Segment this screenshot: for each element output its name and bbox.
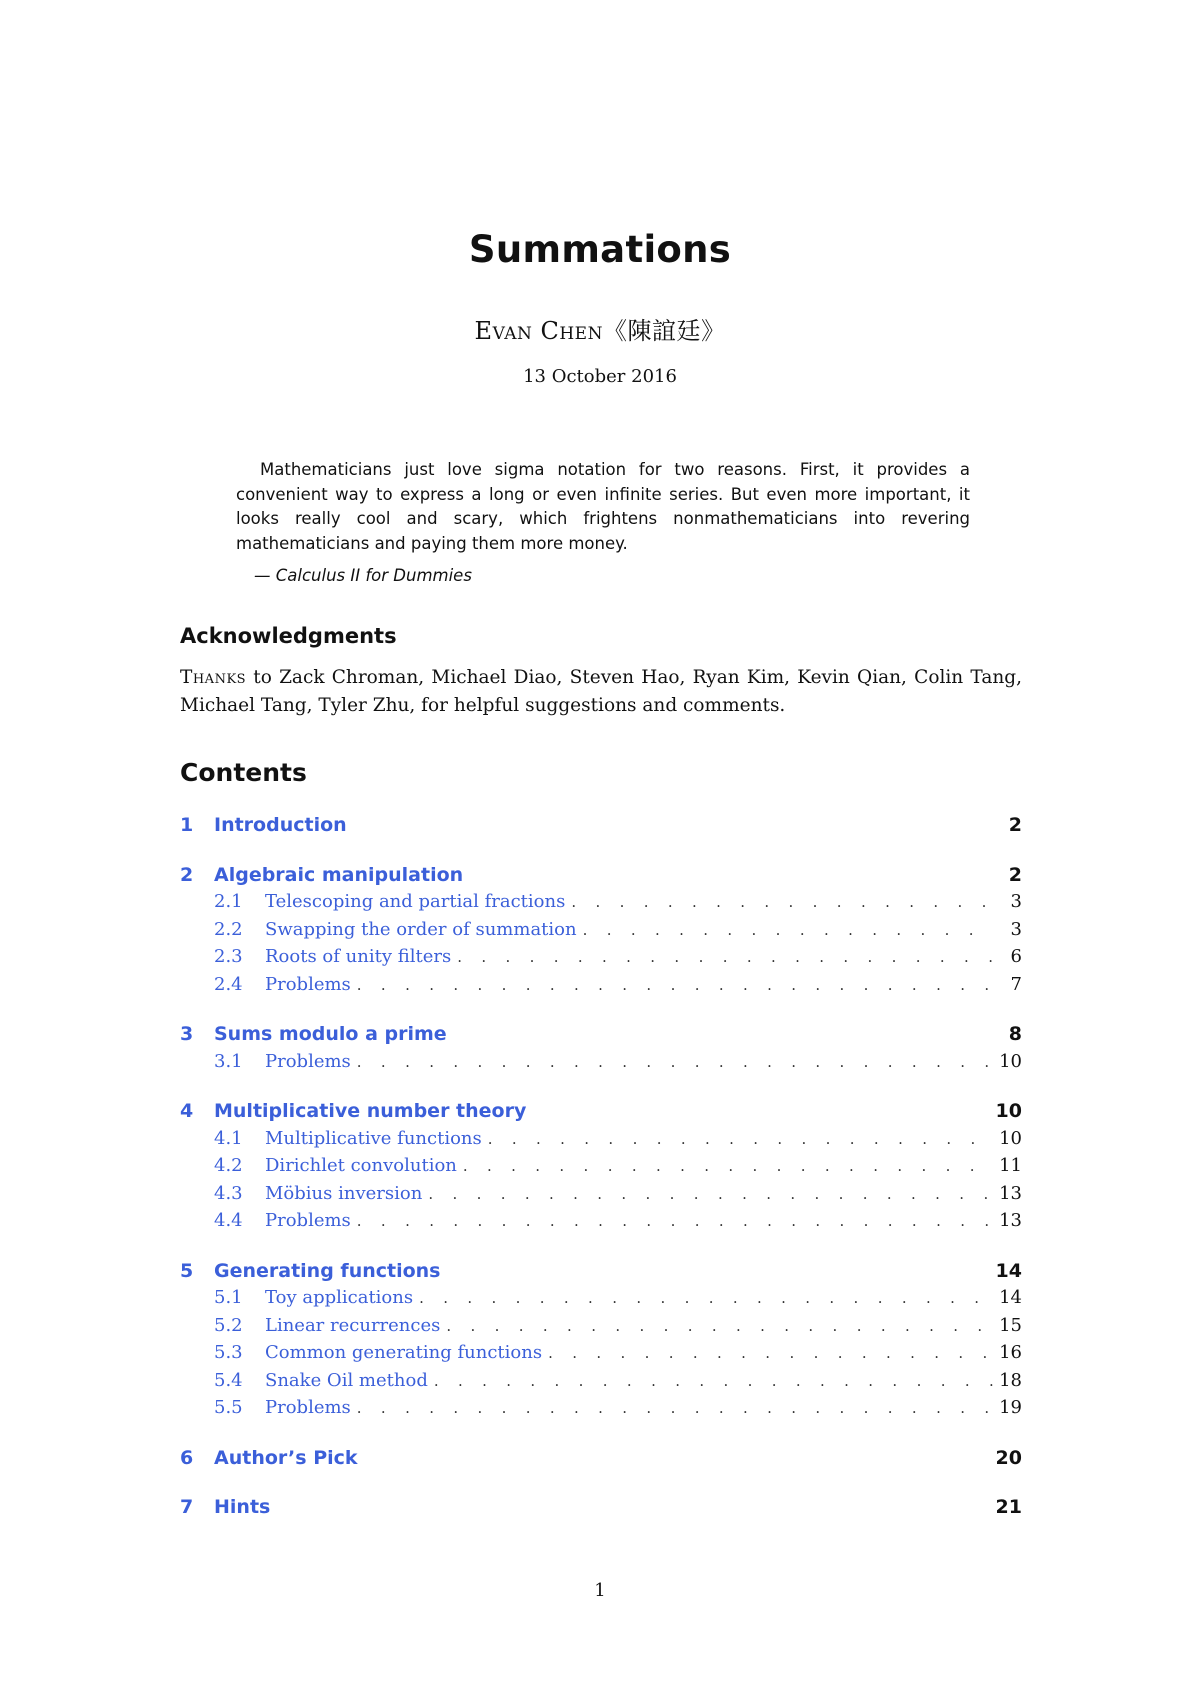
toc-subsection-4.2[interactable] bbox=[180, 1155, 1022, 1181]
toc-subsection-number: 3.1 bbox=[214, 1050, 243, 1072]
toc-section-title[interactable]: Multiplicative number theory bbox=[214, 1100, 527, 1122]
toc-section-page: 2 bbox=[1008, 814, 1022, 836]
toc-section-page: 10 bbox=[995, 1100, 1022, 1122]
toc-subsection-title[interactable]: Möbius inversion bbox=[265, 1182, 423, 1204]
toc-subsection-number: 2.4 bbox=[214, 973, 243, 995]
toc-section-2[interactable] bbox=[180, 864, 1022, 890]
contents-heading: Contents bbox=[180, 758, 307, 787]
toc-section-number: 2 bbox=[180, 863, 194, 886]
toc-subsection-title[interactable]: Telescoping and partial fractions bbox=[265, 891, 566, 912]
toc-section-1[interactable] bbox=[180, 814, 1022, 840]
toc-section-title[interactable]: Sums modulo a prime bbox=[214, 1023, 447, 1045]
toc-subsection-number: 5.4 bbox=[214, 1369, 243, 1391]
toc-subsection-2.1[interactable] bbox=[180, 891, 1022, 917]
toc-subsection-number: 4.1 bbox=[214, 1127, 243, 1149]
document-title: Summations bbox=[468, 228, 732, 271]
toc-section-title[interactable]: Algebraic manipulation bbox=[214, 863, 464, 886]
document-author: Evan Chen《陳誼廷》 bbox=[474, 317, 726, 345]
toc-subsection-4.3[interactable] bbox=[180, 1183, 1022, 1209]
acknowledgments-body: to Zack Chroman, Michael Diao, Steven Hao, Ryan Kim, Kevin Qian, Colin Tang, Michael Tang, Tyler Zhu, for helpful suggestions and comments. bbox=[180, 667, 1022, 716]
toc-subsection-page: 14 bbox=[999, 1287, 1022, 1308]
toc-section-number: 3 bbox=[180, 1023, 194, 1045]
toc-dot-leader bbox=[357, 1053, 993, 1071]
toc-dot-leader bbox=[457, 948, 994, 966]
toc-subsection-2.2[interactable] bbox=[180, 919, 1022, 945]
toc-dot-leader bbox=[463, 1157, 993, 1175]
toc-dot-leader bbox=[548, 1344, 993, 1362]
toc-subsection-number: 4.2 bbox=[214, 1155, 243, 1176]
toc-section-page: 8 bbox=[1008, 1023, 1022, 1045]
table-of-contents bbox=[180, 0, 1022, 1696]
toc-section-7[interactable] bbox=[180, 1496, 1022, 1522]
toc-subsection-page: 13 bbox=[999, 1182, 1022, 1204]
epigraph-text: Mathematicians just love sigma notation for two reasons. First, it provides a convenient way to express a long or even infinite series. But even more important, it looks really cool and scary, which frightens nonmathematicians into revering mathematicians and paying them more money. bbox=[236, 460, 970, 553]
toc-subsection-page: 16 bbox=[999, 1342, 1022, 1363]
toc-section-number: 5 bbox=[180, 1259, 194, 1282]
epigraph-source: — Calculus II for Dummies bbox=[254, 566, 472, 585]
toc-dot-leader bbox=[571, 893, 994, 911]
toc-subsection-title[interactable]: Swapping the order of summation bbox=[265, 918, 577, 940]
toc-subsection-number: 2.3 bbox=[214, 946, 243, 967]
toc-section-number: 1 bbox=[180, 814, 194, 836]
toc-dot-leader bbox=[583, 921, 994, 939]
toc-subsection-title[interactable]: Problems bbox=[265, 1397, 351, 1418]
toc-subsection-page: 6 bbox=[1010, 946, 1022, 967]
toc-section-title[interactable]: Introduction bbox=[214, 814, 347, 836]
toc-dot-leader bbox=[446, 1317, 993, 1335]
toc-dot-leader bbox=[357, 1212, 993, 1230]
toc-subsection-page: 18 bbox=[999, 1369, 1022, 1391]
toc-subsection-page: 13 bbox=[999, 1210, 1022, 1231]
toc-subsection-title[interactable]: Common generating functions bbox=[265, 1342, 543, 1363]
document-date: 13 October 2016 bbox=[523, 366, 677, 387]
toc-section-6[interactable] bbox=[180, 1447, 1022, 1473]
toc-section-number: 6 bbox=[180, 1446, 194, 1469]
toc-section-page: 20 bbox=[995, 1446, 1022, 1469]
toc-subsection-4.4[interactable] bbox=[180, 1210, 1022, 1236]
toc-section-number: 4 bbox=[180, 1100, 194, 1122]
toc-subsection-number: 2.1 bbox=[214, 891, 243, 912]
toc-subsection-title[interactable]: Dirichlet convolution bbox=[265, 1155, 457, 1176]
toc-subsection-number: 5.3 bbox=[214, 1342, 243, 1363]
toc-subsection-title[interactable]: Problems bbox=[265, 1210, 351, 1231]
toc-section-page: 14 bbox=[995, 1259, 1022, 1282]
toc-subsection-3.1[interactable] bbox=[180, 1051, 1022, 1077]
toc-section-title[interactable]: Hints bbox=[214, 1496, 271, 1518]
toc-subsection-title[interactable]: Linear recurrences bbox=[265, 1314, 441, 1336]
toc-section-page: 21 bbox=[995, 1496, 1022, 1518]
toc-subsection-2.4[interactable] bbox=[180, 974, 1022, 1000]
toc-dot-leader bbox=[488, 1130, 993, 1148]
toc-subsection-title[interactable]: Problems bbox=[265, 1050, 351, 1072]
toc-subsection-5.5[interactable] bbox=[180, 1397, 1022, 1423]
toc-section-title[interactable]: Generating functions bbox=[214, 1259, 441, 1282]
toc-subsection-number: 4.3 bbox=[214, 1182, 243, 1204]
toc-section-title[interactable]: Author’s Pick bbox=[214, 1446, 358, 1469]
toc-subsection-5.3[interactable] bbox=[180, 1342, 1022, 1368]
toc-subsection-page: 3 bbox=[1010, 918, 1022, 940]
toc-dot-leader bbox=[357, 1399, 993, 1417]
toc-subsection-5.1[interactable] bbox=[180, 1287, 1022, 1313]
page-number: 1 bbox=[594, 1580, 606, 1601]
acknowledgments-lead: Thanks bbox=[180, 667, 247, 688]
toc-dot-leader bbox=[357, 976, 994, 994]
toc-subsection-page: 15 bbox=[999, 1314, 1022, 1336]
acknowledgments-heading: Acknowledgments bbox=[180, 624, 397, 648]
toc-subsection-5.2[interactable] bbox=[180, 1315, 1022, 1341]
toc-subsection-page: 7 bbox=[1010, 973, 1022, 995]
toc-subsection-title[interactable]: Toy applications bbox=[265, 1287, 414, 1308]
toc-dot-leader bbox=[419, 1289, 993, 1307]
toc-subsection-page: 19 bbox=[999, 1397, 1022, 1418]
toc-section-4[interactable] bbox=[180, 1100, 1022, 1126]
toc-subsection-4.1[interactable] bbox=[180, 1128, 1022, 1154]
toc-subsection-number: 2.2 bbox=[214, 918, 243, 940]
toc-subsection-5.4[interactable] bbox=[180, 1370, 1022, 1396]
toc-subsection-title[interactable]: Snake Oil method bbox=[265, 1369, 428, 1391]
toc-subsection-number: 5.1 bbox=[214, 1287, 243, 1308]
toc-subsection-title[interactable]: Problems bbox=[265, 973, 351, 995]
toc-subsection-number: 5.5 bbox=[214, 1397, 243, 1418]
toc-section-5[interactable] bbox=[180, 1260, 1022, 1286]
toc-subsection-number: 5.2 bbox=[214, 1314, 243, 1336]
toc-subsection-page: 3 bbox=[1010, 891, 1022, 912]
toc-section-number: 7 bbox=[180, 1496, 194, 1518]
toc-subsection-number: 4.4 bbox=[214, 1210, 243, 1231]
toc-subsection-page: 10 bbox=[999, 1050, 1022, 1072]
toc-subsection-page: 11 bbox=[999, 1155, 1022, 1176]
toc-subsection-page: 10 bbox=[999, 1127, 1022, 1149]
toc-dot-leader bbox=[428, 1185, 993, 1203]
toc-subsection-2.3[interactable] bbox=[180, 946, 1022, 972]
toc-section-3[interactable] bbox=[180, 1023, 1022, 1049]
toc-subsection-title[interactable]: Multiplicative functions bbox=[265, 1127, 482, 1149]
toc-section-page: 2 bbox=[1008, 863, 1022, 886]
toc-subsection-title[interactable]: Roots of unity filters bbox=[265, 946, 452, 967]
toc-dot-leader bbox=[434, 1372, 993, 1390]
